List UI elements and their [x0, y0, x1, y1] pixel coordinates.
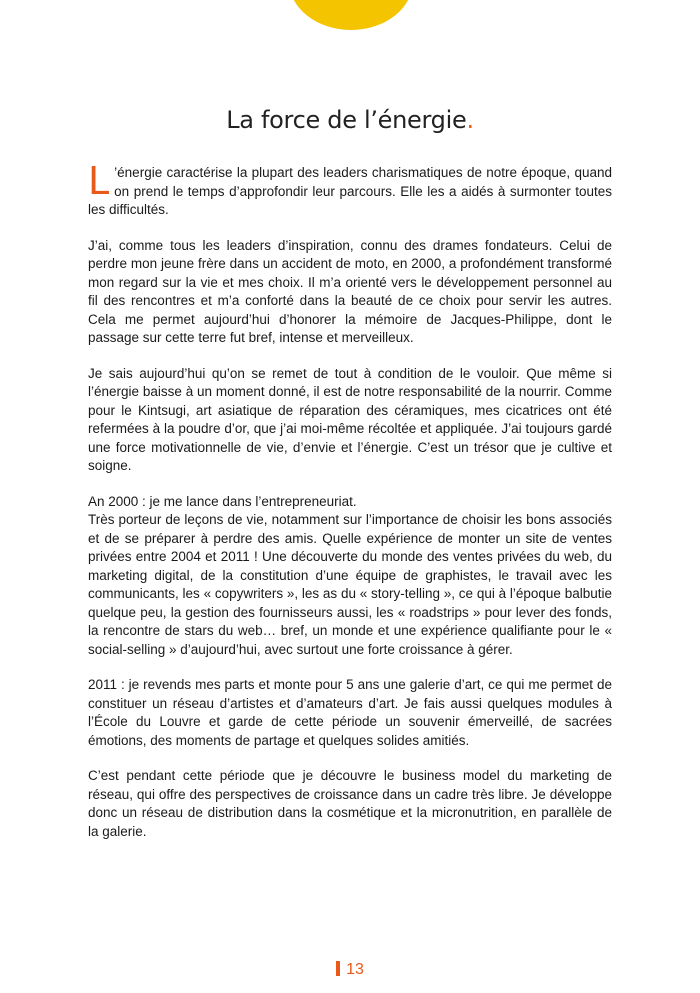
intro-text: ’énergie caractérise la plupart des leaders charismatiques de notre époque, quand on prend le temps d’approfondir leur parcours. Elle les a aidés à surmonter toutes les difficultés. [88, 165, 612, 217]
dropcap-letter: L [88, 159, 110, 203]
page-title [0, 106, 700, 134]
page-title-text: La force de l’énergie [226, 106, 467, 134]
section-2000-heading: An 2000 : je me lance dans l’entrepreneuriat. [88, 493, 357, 509]
page-number: 13 [346, 961, 364, 978]
paragraph-network-marketing: C’est pendant cette période que je découvre le business model du marketing de réseau, qui offre des perspectives de croissance dans un cadre très libre. Je développe donc un réseau de distribution dans la cosmétique et la micronutrition, en parallèle de la galerie. [88, 768, 612, 839]
intro-paragraph [88, 159, 612, 220]
section-2000-text: Très porteur de leçons de vie, notamment sur l’importance de choisir les bons associés et de se préparer à perdre des amis. Quelle expérience de monter un site de ventes privées entre 2004 et 2011 ! Une découverte du monde des ventes privées du web, du marketing digital, de la constitution d’une équipe de graphistes, le travail avec les communicants, les « copywriters », les as du « story-telling », ce qui à l’époque balbutie quelque peu, la gestion des fournisseurs aussi, les « roadstrips » pour lever des fonds, la rencontre de stars du web… bref, un monde et une expérience qualifiante pour le « social-selling » d’aujourd’hui, avec surtout une forte croissance à gérer. [88, 512, 612, 657]
paragraph-brother: J’ai, comme tous les leaders d’inspiration, connu des drames fondateurs. Celui de perdre mon jeune frère dans un accident de moto, en 2000, a profondément transformé mon regard sur la vie et mes choix. Il m’a orienté vers le développement personnel au fil des rencontres et m’a conforté dans la beauté de ce choix pour servir les autres. Cela me permet aujourd’hui d’honorer la mémoire de Jacques-Philippe, dont le passage sur cette terre fut bref, intense et merveilleux. [88, 237, 612, 345]
paragraph-kintsugi: Je sais aujourd’hui qu’on se remet de tout à condition de le vouloir. Que même si l’énergie baisse à un moment donné, il est de notre responsabilité de la nourrir. Comme pour le Kintsugi, art asiatique de réparation des céramiques, mes cicatrices ont été refermées à la poudre d’or, que j’ai moi-même récoltée et appliquée. J’ai toujours gardé une force motivationnelle de vie, d’envie et l’énergie. C’est un trésor que je cultive et soigne. [88, 365, 612, 473]
page-title-dot: . [466, 106, 474, 134]
article-body [88, 159, 612, 858]
page-number-bar [336, 961, 340, 976]
paragraph-2000 [88, 493, 612, 660]
page-footer [0, 961, 700, 979]
paragraph-2011: 2011 : je revends mes parts et monte pour 5 ans une galerie d’art, ce qui me permet de constituer un réseau d’artistes et d’amateurs d’art. Je fais aussi quelques modules à l’École du Louvre et garde de cette période un souvenir émerveillé, de sacrées émotions, des moments de partage et quelques solides amitiés. [88, 677, 612, 748]
decorative-yellow-circle [289, 0, 413, 30]
